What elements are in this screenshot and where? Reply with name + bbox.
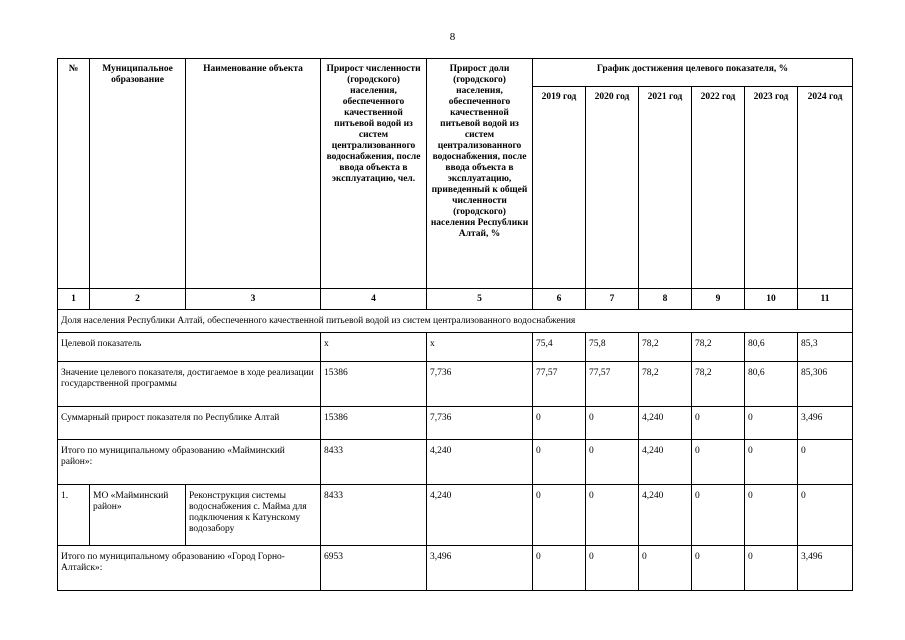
cell: 7,736 <box>427 407 533 440</box>
cell: 0 <box>533 546 586 591</box>
cell: х <box>427 333 533 362</box>
section-title: Доля населения Республики Алтай, обеспеченного качественной питьевой водой из систем централизованного водоснабжения <box>58 310 853 333</box>
header-year: 2024 год <box>798 87 853 289</box>
cell: 7,736 <box>427 362 533 407</box>
header-year: 2023 год <box>745 87 798 289</box>
cell: 78,2 <box>639 333 692 362</box>
table-row <box>58 407 853 440</box>
column-number: 8 <box>639 289 692 310</box>
cell: 8433 <box>321 485 427 546</box>
column-number: 5 <box>427 289 533 310</box>
cell: 0 <box>745 407 798 440</box>
header-year: 2019 год <box>533 87 586 289</box>
cell: 4,240 <box>639 485 692 546</box>
cell: 0 <box>533 440 586 485</box>
header-schedule: График достижения целевого показателя, % <box>533 59 853 87</box>
cell: 75,8 <box>586 333 639 362</box>
cell: 6953 <box>321 546 427 591</box>
target-indicator-table <box>57 58 853 591</box>
cell: 0 <box>798 440 853 485</box>
table-row <box>58 333 853 362</box>
cell: 75,4 <box>533 333 586 362</box>
cell: 80,6 <box>745 362 798 407</box>
row-label: Итого по муниципальному образованию «Город Горно-Алтайск»: <box>58 546 321 591</box>
cell: 85,306 <box>798 362 853 407</box>
cell: 0 <box>586 440 639 485</box>
cell: 15386 <box>321 362 427 407</box>
cell: 77,57 <box>586 362 639 407</box>
cell: 3,496 <box>798 407 853 440</box>
column-number: 6 <box>533 289 586 310</box>
header-year: 2020 год <box>586 87 639 289</box>
cell: 0 <box>745 440 798 485</box>
row-label: Суммарный прирост показателя по Республике Алтай <box>58 407 321 440</box>
cell: 4,240 <box>427 440 533 485</box>
cell: 0 <box>586 546 639 591</box>
item-object: Реконструкция системы водоснабжения с. Майма для подключения к Катунскому водозабору <box>186 485 321 546</box>
cell: 0 <box>586 407 639 440</box>
row-label: Итого по муниципальному образованию «Майминский район»: <box>58 440 321 485</box>
item-number: 1. <box>58 485 90 546</box>
cell: 4,240 <box>639 440 692 485</box>
cell: 0 <box>798 485 853 546</box>
column-number: 3 <box>186 289 321 310</box>
page-number: 8 <box>449 31 456 43</box>
header-no: № <box>58 59 90 289</box>
column-number: 11 <box>798 289 853 310</box>
table-row <box>58 546 853 591</box>
cell: 0 <box>692 407 745 440</box>
item-municipality: МО «Майминский район» <box>90 485 186 546</box>
cell: 4,240 <box>427 485 533 546</box>
cell: 8433 <box>321 440 427 485</box>
cell: 3,496 <box>427 546 533 591</box>
cell: 0 <box>745 485 798 546</box>
cell: 4,240 <box>639 407 692 440</box>
table-row <box>58 440 853 485</box>
cell: 3,496 <box>798 546 853 591</box>
cell: 0 <box>586 485 639 546</box>
header-object: Наименование объекта <box>186 59 321 289</box>
header-year: 2022 год <box>692 87 745 289</box>
cell: 0 <box>745 546 798 591</box>
cell: 78,2 <box>692 333 745 362</box>
row-label: Целевой показатель <box>58 333 321 362</box>
column-number: 7 <box>586 289 639 310</box>
column-number: 9 <box>692 289 745 310</box>
table-row <box>58 485 853 546</box>
column-number: 4 <box>321 289 427 310</box>
column-number: 2 <box>90 289 186 310</box>
cell: 0 <box>692 546 745 591</box>
cell: 80,6 <box>745 333 798 362</box>
table-row <box>58 362 853 407</box>
cell: 0 <box>692 485 745 546</box>
cell: 0 <box>692 440 745 485</box>
column-number: 1 <box>58 289 90 310</box>
row-label: Значение целевого показателя, достигаемое в ходе реализации государственной программы <box>58 362 321 407</box>
header-municipality: Муниципальное образование <box>90 59 186 289</box>
cell: 85,3 <box>798 333 853 362</box>
cell: 78,2 <box>639 362 692 407</box>
cell: 15386 <box>321 407 427 440</box>
cell: 0 <box>533 485 586 546</box>
header-year: 2021 год <box>639 87 692 289</box>
cell: 77,57 <box>533 362 586 407</box>
cell: 78,2 <box>692 362 745 407</box>
header-share-growth: Прирост доли (городского) населения, обеспеченного качественной питьевой водой из систем централизованного водоснабжения, после ввода объекта в эксплуатацию, приведенный к общей численности (городского) населения Республики Алтай, % <box>427 59 533 289</box>
cell: х <box>321 333 427 362</box>
column-number: 10 <box>745 289 798 310</box>
cell: 0 <box>533 407 586 440</box>
cell: 0 <box>639 546 692 591</box>
header-population-growth: Прирост численности (городского) населения, обеспеченного качественной питьевой водой из систем централизованного водоснабжения, после ввода объекта в эксплуатацию, чел. <box>321 59 427 289</box>
